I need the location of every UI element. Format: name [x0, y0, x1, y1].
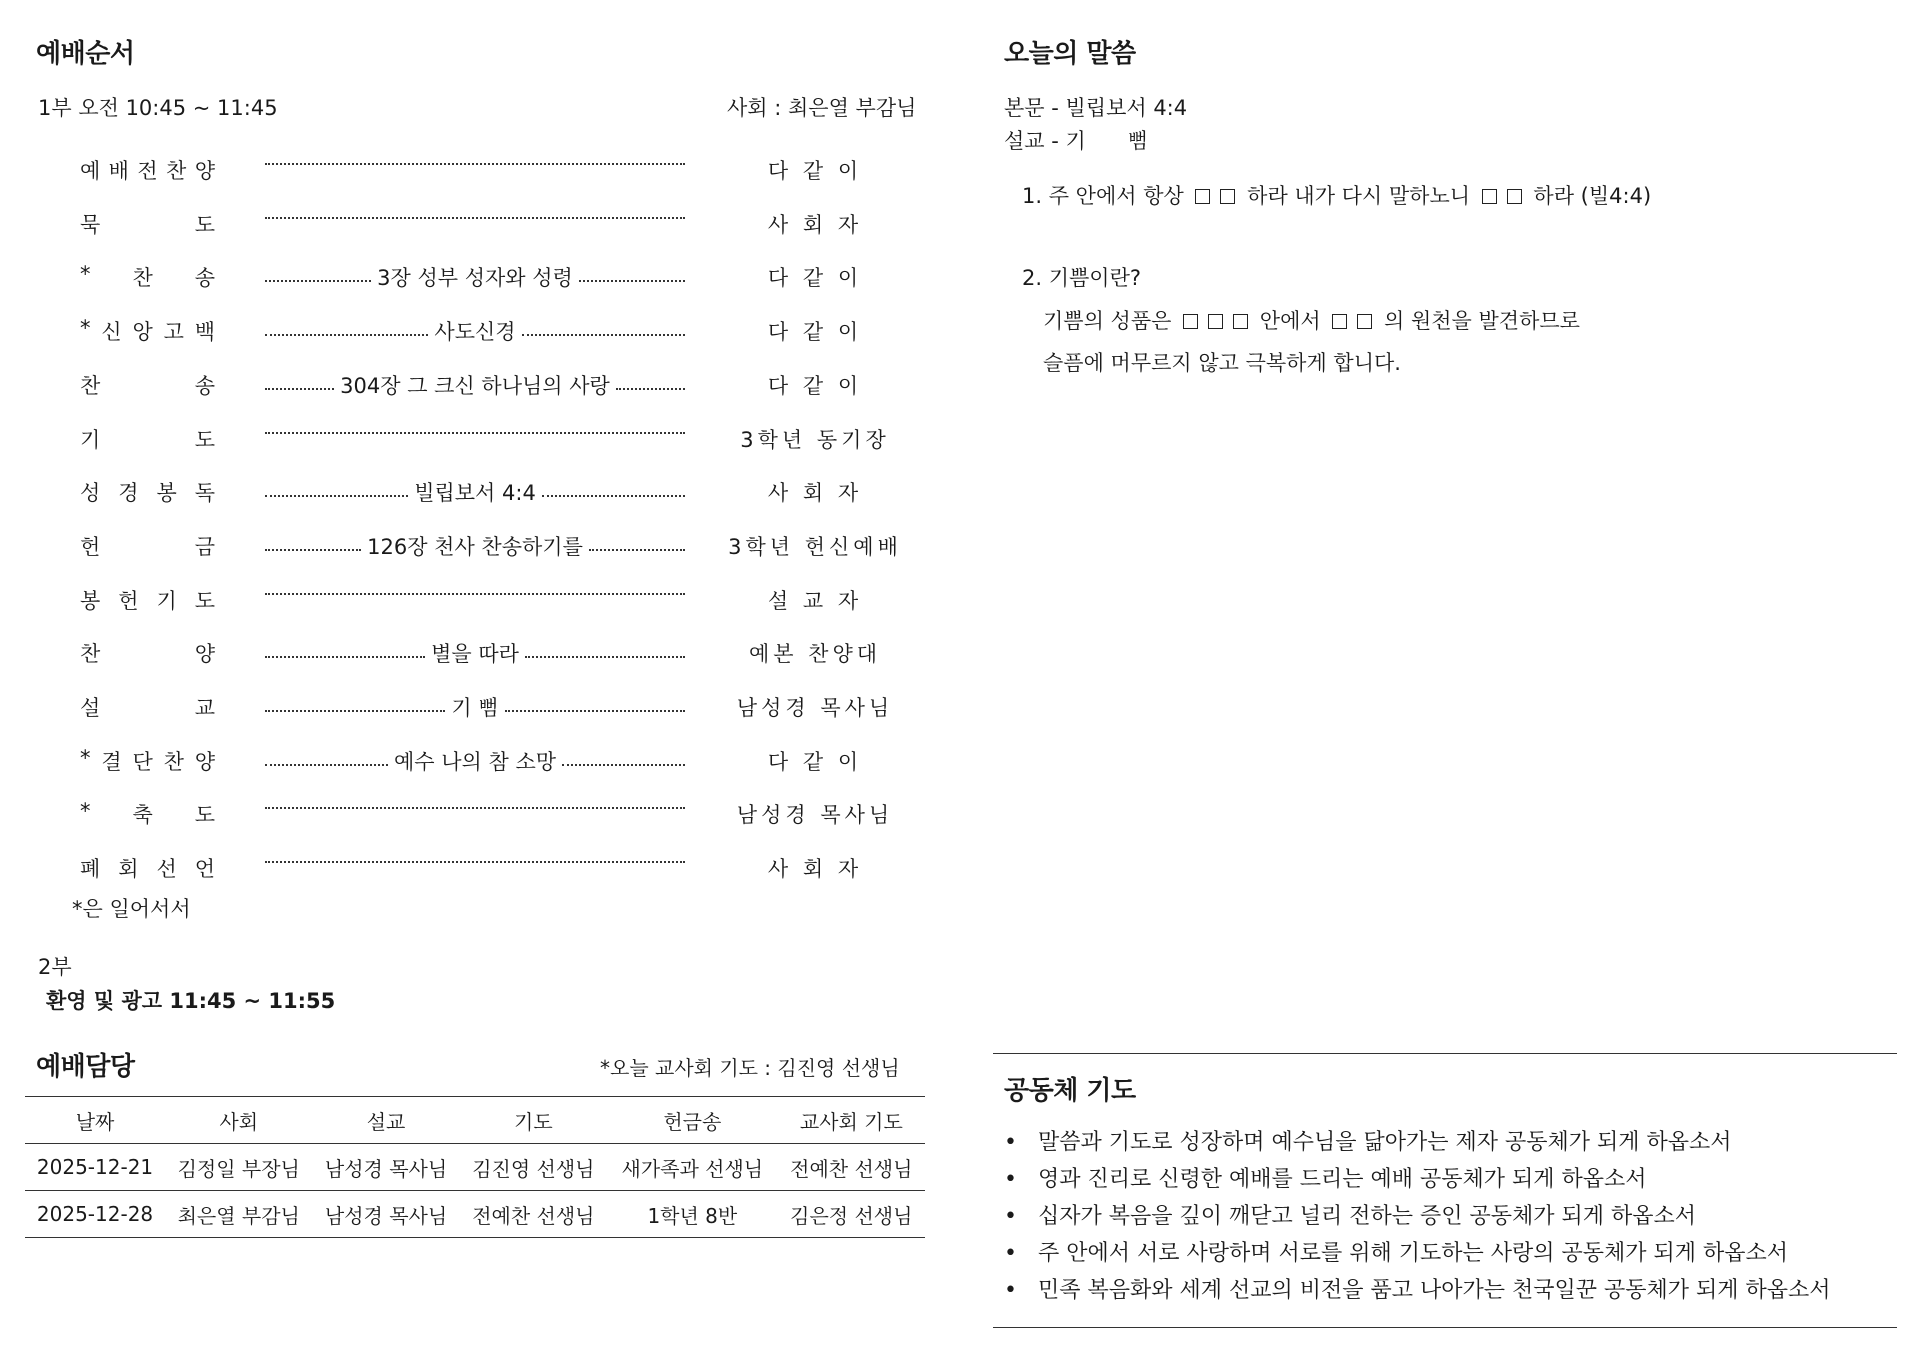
order-row	[0, 585, 960, 615]
order-row	[0, 370, 960, 400]
blank-box	[1332, 314, 1347, 329]
order-item-who: 3학년 헌신예배	[728, 534, 902, 559]
prayer-text: 주 안에서 서로 사랑하며 서로를 위해 기도하는 사랑의 공동체가 되게 하옵소서	[1038, 1241, 1788, 1266]
sermon-heading: 오늘의 말씀	[1004, 39, 1136, 69]
bullet-icon: •	[1004, 1130, 1017, 1155]
order-row	[0, 638, 960, 668]
order-item-who: 다 같 이	[767, 373, 863, 398]
order-item-label: 헌 금	[80, 534, 215, 559]
list-item	[1000, 1198, 1831, 1235]
order-row	[0, 477, 960, 507]
order-list	[0, 0, 960, 900]
blank-box	[1208, 314, 1223, 329]
table-cell: 2025-12-21	[36, 1155, 154, 1179]
order-leader-dots	[265, 585, 685, 595]
prayer-heading: 공동체 기도	[1004, 1076, 1136, 1106]
order-row	[0, 209, 960, 239]
table-cell: 남성경 목사님	[324, 1203, 448, 1228]
order-leader-dots	[265, 316, 685, 346]
order-row	[0, 155, 960, 185]
order-leader-dots	[265, 477, 685, 507]
table-cell: 전예찬 선생님	[472, 1203, 595, 1228]
order-item-label: 묵 도	[80, 212, 215, 237]
sermon-text-ref: 본문 - 빌립보서 4:4	[1004, 96, 1188, 120]
order-leader-dots	[265, 853, 685, 863]
question-2-part-a: 기쁨의 성품은	[1043, 309, 1172, 333]
prayer-text: 십자가 복음을 깊이 깨닫고 널리 전하는 증인 공동체가 되게 하옵소서	[1038, 1204, 1696, 1229]
order-item-label: * 신 앙 고 백	[80, 316, 215, 345]
order-row	[0, 262, 960, 292]
table-row	[25, 1144, 925, 1191]
list-item	[1000, 1124, 1831, 1161]
order-item-text: 126장 천사 찬송하기를	[367, 534, 583, 559]
order-item-who: 다 같 이	[767, 159, 863, 183]
order-item-label: 예 배 전 찬 양	[80, 159, 215, 183]
order-item-who: 사 회 자	[767, 481, 863, 506]
question-1-part-b: 하라 내가 다시 말하노니	[1247, 184, 1471, 208]
table-cell: 남성경 목사님	[324, 1156, 448, 1181]
prayer-top-rule	[993, 1053, 1897, 1054]
order-item-label: 폐 회 선 언	[80, 857, 215, 882]
order-item-text: 사도신경	[434, 320, 516, 345]
bullet-icon: •	[1004, 1278, 1017, 1303]
part2-detail: 환영 및 광고 11:45 ~ 11:55	[46, 989, 336, 1013]
question-2-part-b: 안에서	[1259, 309, 1321, 333]
table-cell: 전예찬 선생님	[790, 1156, 913, 1181]
standing-note: *은 일어서서	[72, 897, 191, 921]
order-item-label: 찬 송	[80, 373, 215, 398]
order-item-who: 예본 찬양대	[748, 642, 882, 667]
blank-box	[1357, 314, 1372, 329]
order-leader-dots	[265, 424, 685, 434]
question-1-part-a: 1. 주 안에서 항상	[1022, 184, 1184, 208]
table-cell: 1학년 8반	[647, 1203, 738, 1228]
order-item-text: 304장 그 크신 하나님의 사랑	[340, 373, 610, 398]
staff-column-header: 교사회 기도	[799, 1109, 903, 1134]
order-heading: 예배순서	[36, 39, 135, 69]
order-leader-dots	[265, 746, 685, 776]
table-cell: 2025-12-28	[36, 1202, 154, 1226]
order-row	[0, 799, 960, 829]
order-item-label: * 결 단 찬 양	[80, 745, 215, 774]
prayer-bottom-rule	[993, 1327, 1897, 1328]
table-cell: 새가족과 선생님	[621, 1156, 764, 1181]
prayer-text: 민족 복음화와 세계 선교의 비전을 품고 나아가는 천국일꾼 공동체가 되게 하옵소서	[1038, 1278, 1831, 1303]
order-item-who: 사 회 자	[767, 857, 863, 882]
order-row	[0, 746, 960, 776]
order-row	[0, 531, 960, 561]
order-leader-dots	[265, 155, 685, 165]
blank-box	[1233, 314, 1248, 329]
staff-header-row	[25, 1097, 925, 1144]
order-item-who: 사 회 자	[767, 212, 863, 237]
order-item-text: 기 뻠	[451, 696, 499, 720]
blank-box	[1220, 189, 1235, 204]
list-item	[1000, 1161, 1831, 1198]
order-item-text: 예수 나의 참 소망	[393, 749, 557, 774]
order-item-who: 남성경 목사님	[736, 803, 894, 828]
part2-label: 2부	[38, 955, 72, 979]
order-row	[0, 853, 960, 883]
order-row	[0, 316, 960, 346]
order-item-label: 찬 양	[80, 642, 215, 667]
order-leader-dots	[265, 638, 685, 668]
order-item-who: 남성경 목사님	[736, 696, 894, 720]
teacher-prayer: *오늘 교사회 기도 : 김진영 선생님	[600, 1056, 900, 1080]
order-item-who: 다 같 이	[767, 320, 863, 345]
staff-column-header: 사회	[219, 1109, 259, 1134]
order-item-label: 봉 헌 기 도	[80, 588, 215, 613]
order-item-label: * 축 도	[80, 799, 215, 828]
order-item-who: 다 같 이	[767, 749, 863, 774]
order-item-who: 다 같 이	[767, 266, 863, 291]
table-cell: 김정일 부장님	[177, 1156, 300, 1181]
question-2-part-c: 의 원천을 발견하므로	[1384, 309, 1580, 333]
order-item-label: 성 경 봉 독	[80, 481, 215, 506]
blank-box	[1183, 314, 1198, 329]
order-item-text: 빌립보서 4:4	[414, 481, 536, 506]
order-leader-dots	[265, 370, 685, 400]
order-leader-dots	[265, 692, 685, 722]
question-1	[1022, 180, 1651, 210]
order-leader-dots	[265, 799, 685, 809]
order-item-who: 설 교 자	[767, 588, 863, 613]
order-item-who: 3학년 동기장	[740, 427, 890, 452]
bullet-icon: •	[1004, 1204, 1017, 1229]
prayer-text: 영과 진리로 신령한 예배를 드리는 예배 공동체가 되게 하옵소서	[1038, 1167, 1647, 1192]
blank-box	[1482, 189, 1497, 204]
order-item-label: * 찬 송	[80, 262, 215, 291]
table-row	[25, 1191, 925, 1238]
part1-time: 1부 오전 10:45 ~ 11:45	[38, 96, 278, 120]
staff-column-header: 기도	[514, 1109, 553, 1134]
question-2-line-2: 슬픔에 머무르지 않고 극복하게 합니다.	[1043, 351, 1401, 375]
order-leader-dots	[265, 531, 685, 561]
staff-heading: 예배담당	[36, 1052, 135, 1082]
question-2-line-1	[1043, 305, 1580, 335]
table-cell: 최은열 부감님	[177, 1203, 300, 1228]
list-item	[1000, 1235, 1831, 1272]
blank-box	[1195, 189, 1210, 204]
order-item-text: 3장 성부 성자와 성령	[377, 266, 573, 291]
staff-column-header: 헌금송	[663, 1109, 722, 1134]
question-2: 2. 기쁨이란?	[1022, 266, 1142, 290]
table-cell: 김진영 선생님	[472, 1156, 595, 1181]
order-item-label: 기 도	[80, 427, 215, 452]
order-item-label: 설 교	[80, 696, 215, 720]
sermon-title: 설교 - 기 뻠	[1004, 129, 1149, 153]
bullet-icon: •	[1004, 1167, 1017, 1192]
order-leader-dots	[265, 209, 685, 219]
presider: 사회 : 최은열 부감님	[727, 96, 917, 120]
order-item-text: 별을 따라	[431, 642, 519, 667]
order-leader-dots	[265, 262, 685, 292]
staff-table	[25, 1096, 925, 1238]
table-cell: 김은정 선생님	[790, 1203, 913, 1228]
staff-column-header: 설교	[366, 1109, 406, 1134]
staff-column-header: 날짜	[75, 1109, 115, 1134]
order-row	[0, 424, 960, 454]
list-item	[1000, 1272, 1831, 1309]
prayer-list	[1000, 1124, 1831, 1309]
order-row	[0, 692, 960, 722]
question-1-part-c: 하라 (빌4:4)	[1533, 184, 1652, 208]
bullet-icon: •	[1004, 1241, 1017, 1266]
staff-body	[25, 1144, 925, 1238]
prayer-text: 말씀과 기도로 성장하며 예수님을 닮아가는 제자 공동체가 되게 하옵소서	[1038, 1130, 1732, 1155]
blank-box	[1507, 189, 1522, 204]
